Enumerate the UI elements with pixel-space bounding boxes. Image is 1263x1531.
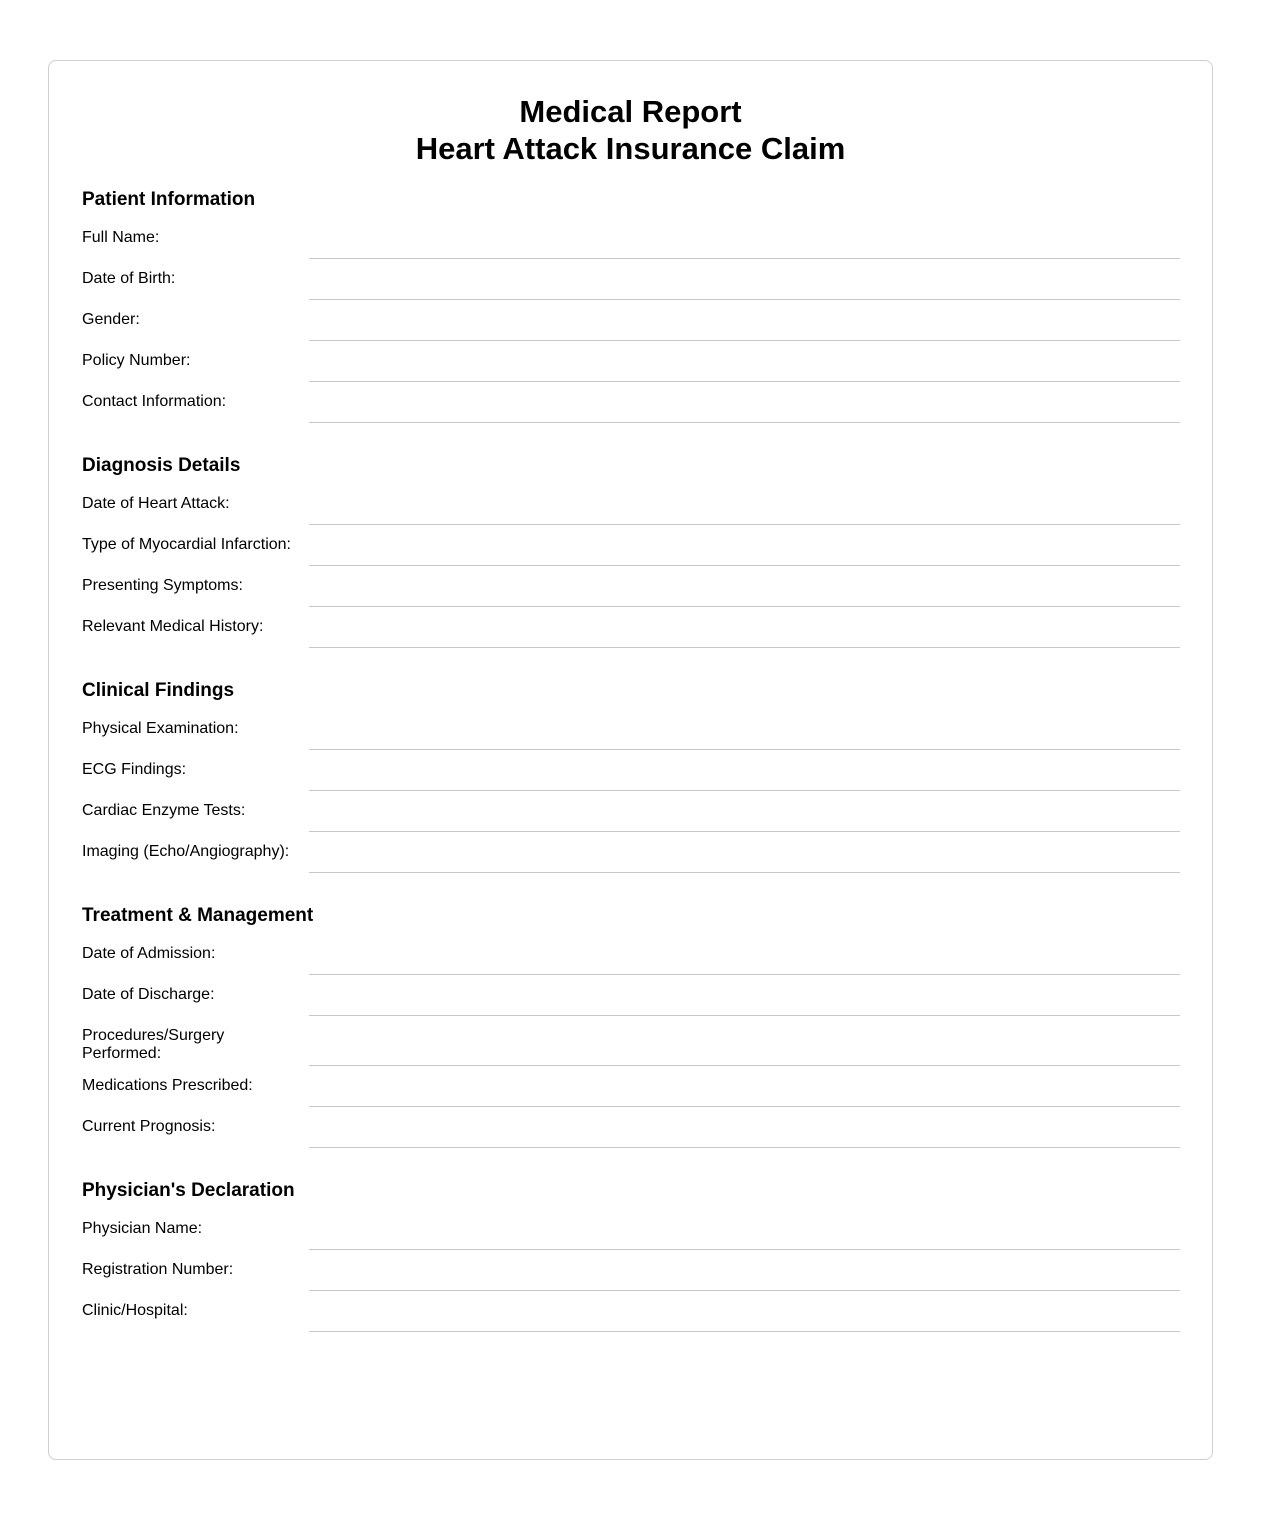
procedures-field[interactable] [309, 1016, 1180, 1066]
field-label: Gender: [82, 311, 140, 328]
section-title: Diagnosis Details [82, 455, 241, 476]
date-of-admission-field[interactable] [309, 934, 1180, 975]
field-row-cardiac-enzyme-tests [82, 791, 1180, 832]
field-row-procedures [82, 1016, 1180, 1066]
field-label: Clinic/Hospital: [82, 1302, 188, 1319]
field-row-medical-history [82, 607, 1180, 648]
physician-name-field[interactable] [309, 1209, 1180, 1250]
field-row-registration-number [82, 1250, 1180, 1291]
section-patient-information [82, 189, 1180, 423]
section-clinical-findings [82, 680, 1180, 873]
field-label: Date of Admission: [82, 945, 216, 962]
field-row-date-of-birth [82, 259, 1180, 300]
field-row-full-name [82, 218, 1180, 259]
medical-history-field[interactable] [309, 607, 1180, 648]
field-row-policy-number [82, 341, 1180, 382]
field-label: Relevant Medical History: [82, 618, 264, 635]
field-row-clinic-hospital [82, 1291, 1180, 1332]
ecg-findings-field[interactable] [309, 750, 1180, 791]
field-label: Date of Heart Attack: [82, 495, 230, 512]
presenting-symptoms-field[interactable] [309, 566, 1180, 607]
medications-field[interactable] [309, 1066, 1180, 1107]
contact-information-field[interactable] [309, 382, 1180, 423]
field-label: Full Name: [82, 229, 160, 246]
type-of-mi-field[interactable] [309, 525, 1180, 566]
current-prognosis-field[interactable] [309, 1107, 1180, 1148]
field-label: Cardiac Enzyme Tests: [82, 802, 246, 819]
field-label: Contact Information: [82, 393, 227, 410]
field-label: Presenting Symptoms: [82, 577, 243, 594]
field-label: Procedures/Surgery Performed: [82, 1027, 225, 1062]
field-row-date-of-discharge [82, 975, 1180, 1016]
field-label: Medications Prescribed: [82, 1077, 253, 1094]
field-row-date-of-admission [82, 934, 1180, 975]
policy-number-field[interactable] [309, 341, 1180, 382]
field-row-contact-information [82, 382, 1180, 423]
field-row-ecg-findings [82, 750, 1180, 791]
date-of-birth-field[interactable] [309, 259, 1180, 300]
field-label: Registration Number: [82, 1261, 234, 1278]
field-label: Imaging (Echo/Angiography): [82, 843, 290, 860]
cardiac-enzyme-tests-field[interactable] [309, 791, 1180, 832]
date-of-discharge-field[interactable] [309, 975, 1180, 1016]
section-diagnosis-details [82, 455, 1180, 648]
field-row-imaging [82, 832, 1180, 873]
field-row-gender [82, 300, 1180, 341]
title-line-1: Medical Report [519, 94, 742, 129]
field-row-type-of-mi [82, 525, 1180, 566]
field-label: ECG Findings: [82, 761, 187, 778]
section-title: Clinical Findings [82, 680, 235, 701]
clinic-hospital-field[interactable] [309, 1291, 1180, 1332]
field-row-date-of-heart-attack [82, 484, 1180, 525]
section-title: Patient Information [82, 189, 256, 210]
field-row-physician-name [82, 1209, 1180, 1250]
section-title: Treatment & Management [82, 905, 314, 926]
date-of-heart-attack-field[interactable] [309, 484, 1180, 525]
document-title [49, 93, 1212, 167]
gender-field[interactable] [309, 300, 1180, 341]
registration-number-field[interactable] [309, 1250, 1180, 1291]
full-name-field[interactable] [309, 218, 1180, 259]
section-title: Physician's Declaration [82, 1180, 295, 1201]
field-label: Date of Birth: [82, 270, 176, 287]
field-label: Physician Name: [82, 1220, 203, 1237]
field-label: Current Prognosis: [82, 1118, 216, 1135]
imaging-field[interactable] [309, 832, 1180, 873]
field-label: Type of Myocardial Infarction: [82, 536, 291, 553]
title-line-2: Heart Attack Insurance Claim [415, 131, 846, 166]
medical-report-form [48, 60, 1213, 1460]
field-row-presenting-symptoms [82, 566, 1180, 607]
field-row-physical-examination [82, 709, 1180, 750]
field-row-medications [82, 1066, 1180, 1107]
field-label: Policy Number: [82, 352, 191, 369]
field-label: Physical Examination: [82, 720, 239, 737]
section-physician-declaration [82, 1180, 1180, 1332]
field-label: Date of Discharge: [82, 986, 215, 1003]
section-treatment-management [82, 905, 1180, 1148]
field-row-current-prognosis [82, 1107, 1180, 1148]
physical-examination-field[interactable] [309, 709, 1180, 750]
